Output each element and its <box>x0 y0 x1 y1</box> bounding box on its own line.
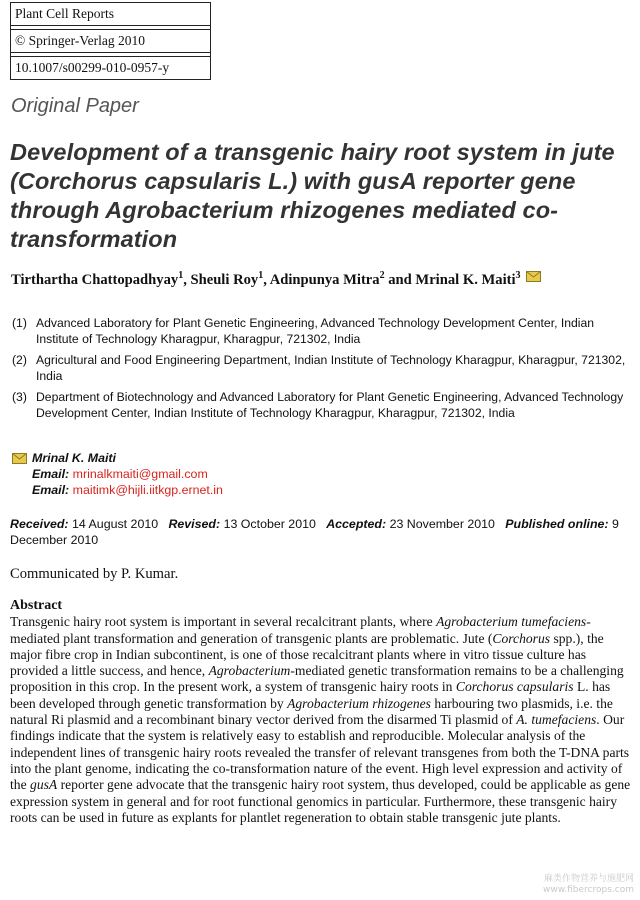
journal-info-box <box>10 2 211 80</box>
abstract-text: harbouring two plasmids, i.e. the natural Ri plasmid and a recombinant binary vector derived from the disarmed Ti plasmid of <box>10 695 613 728</box>
doi-line[interactable]: 10.1007/s00299-010-0957-y <box>15 60 170 75</box>
site-watermark <box>543 874 634 896</box>
abstract-text: -mediated plant transformation and generation of transgenic plants are problematic. Jute ( <box>10 614 591 646</box>
corresponding-author-block <box>12 450 223 498</box>
revised-date: 13 October 2010 <box>223 517 316 531</box>
abstract-italic-term: A. tumefaciens <box>516 712 597 728</box>
journal-name: Plant Cell Reports <box>11 3 210 26</box>
author-separator: , <box>263 271 270 288</box>
email-label: Email: <box>32 467 70 481</box>
accepted-date: 23 November 2010 <box>389 517 495 531</box>
email-label: Email: <box>32 483 70 497</box>
affiliation-text: Department of Biotechnology and Advanced Laboratory for Plant Genetic Engineering, Advanced Technology Development Center, Indian Institute of Technology Kharagpur, Kharagpur, 721302, India <box>36 390 624 420</box>
corresponding-author <box>12 450 223 466</box>
abstract-section <box>10 598 636 826</box>
email-row <box>12 466 223 482</box>
email-row <box>12 482 223 498</box>
author-name: Tirthartha Chattopadhyay <box>11 271 179 288</box>
abstract-italic-term: Corchorus capsularis <box>455 679 574 695</box>
abstract-text: . Our findings indicate that the system is relatively easy to establish and reproducible. Molecular analysis of the independent lines of transgenic hairy roots revealed the transfer of relevant transgenes from both the T-DNA parts into the plant genome, indicating the co-transformation nature of the event. High level expression and activity of the <box>10 712 630 793</box>
revised-label: Revised: <box>168 517 221 531</box>
corresponding-author-name: Mrinal K. Maiti <box>32 451 116 465</box>
abstract-text: reporter gene advocate that the transgenic hairy root system, thus developed, could be applicable as gene expression system in general and for root functional genomics in particular. Furthermore, these transgenic hairy roots can be used in future as explants for plantlet regeneration to obtain stable transgenic jute plants. <box>10 777 631 825</box>
abstract-italic-term: Corchorus <box>492 630 551 646</box>
author-affiliation-mark: 2 <box>379 270 385 281</box>
published-date: 9 December 2010 <box>10 517 619 547</box>
author-affiliation-mark: 1 <box>178 270 184 281</box>
affiliation-item <box>12 316 636 347</box>
paper-title: Development of a transgenic hairy root system in jute (Corchorus capsularis L.) with gusA reporter gene through Agrobacterium rhizogenes mediated co-transformation <box>10 139 615 252</box>
article-type-label: Original Paper <box>11 95 139 117</box>
abstract-text: Transgenic hairy root system is important in several recalcitrant plants, where <box>10 614 437 630</box>
affiliation-list <box>12 316 636 427</box>
author-separator: and <box>384 271 416 288</box>
author-affiliation-mark: 3 <box>515 270 521 281</box>
affiliation-text: Advanced Laboratory for Plant Genetic Engineering, Advanced Technology Development Center, Indian Institute of Technology Kharagpur, Kharagpur, 721302, India <box>36 316 595 346</box>
abstract-text: spp.), the major fibre crop in Indian subcontinent, is one of those recalcitrant plants where in vitro tissue culture has provided a little success, and hence, <box>10 630 604 679</box>
communicated-by: Communicated by P. Kumar. <box>10 566 179 582</box>
abstract-text: -mediated genetic transformation remains to be a challenging proposition in this crop. In the present work, a system of transgenic hairy roots in <box>10 663 624 695</box>
affiliation-text: Agricultural and Food Engineering Department, Indian Institute of Technology Kharagpur, Kharagpur, 721302, India <box>36 353 626 383</box>
author-list <box>11 270 636 289</box>
affiliation-number: (2) <box>12 353 27 367</box>
article-history <box>10 516 630 548</box>
email-link[interactable]: mrinalkmaiti@gmail.com <box>72 467 208 481</box>
author-separator: , <box>183 271 191 288</box>
watermark-line: www.fibercrops.com <box>543 885 634 895</box>
envelope-icon[interactable] <box>526 271 541 282</box>
author-name: Sheuli Roy <box>190 271 259 288</box>
author-name: Mrinal K. Maiti <box>415 271 516 288</box>
affiliation-item <box>12 390 636 421</box>
abstract-body <box>10 614 636 826</box>
abstract-italic-term: Agrobacterium tumefaciens <box>436 614 587 630</box>
affiliation-number: (1) <box>12 316 27 330</box>
accepted-label: Accepted: <box>326 517 387 531</box>
author-affiliation-mark: 1 <box>258 270 264 281</box>
published-label: Published online: <box>505 517 609 531</box>
abstract-text: L. has been developed through genetic transformation by <box>10 679 611 711</box>
envelope-icon[interactable] <box>12 453 27 464</box>
copyright-line: © Springer-Verlag 2010 <box>11 30 210 53</box>
watermark-line: 麻类作物营养与施肥网 <box>543 874 634 884</box>
abstract-italic-term: gusA <box>30 777 58 793</box>
received-date: 14 August 2010 <box>72 517 159 531</box>
abstract-italic-term: Agrobacterium rhizogenes <box>287 695 431 711</box>
email-link[interactable]: maitimk@hijli.iitkgp.ernet.in <box>72 483 223 497</box>
author-name: Adinpunya Mitra <box>269 271 380 288</box>
abstract-italic-term: Agrobacterium <box>208 663 291 679</box>
abstract-heading: Abstract <box>10 598 63 613</box>
received-label: Received: <box>10 517 69 531</box>
affiliation-item <box>12 353 636 384</box>
affiliation-number: (3) <box>12 390 27 404</box>
